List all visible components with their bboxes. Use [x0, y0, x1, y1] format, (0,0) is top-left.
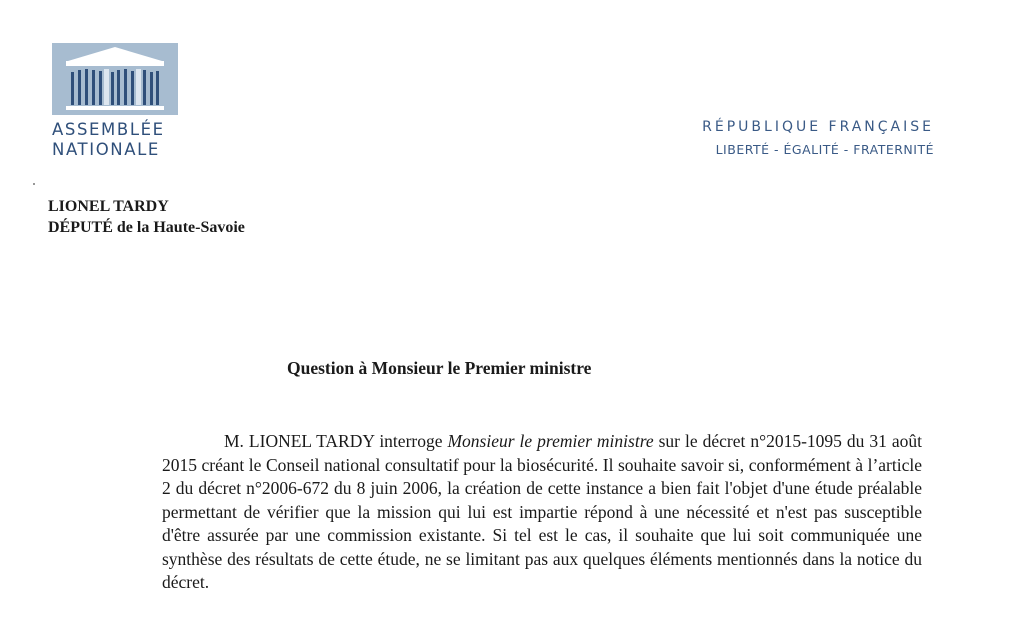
republic-title: RÉPUBLIQUE FRANÇAISE	[702, 119, 934, 135]
body-rest: sur le décret n°2015-1095 du 31 août 2015 créant le Conseil national consultatif pour la biosécurité. Il souhaite savoir si, conformément à l’article 2 du décret n°2006-672 du 8 juin 2006, la création de cette instance a bien fait l'objet d'une étude préalable permettant de vérifier que la mission qui lui est impartie répond à une nécessité et n'est pas susceptible d'être assurée par une commission existante. Si tel est le cas, il souhaite que lui soit communiquée une synthèse des résultats de cette étude, ne se limitant pas aux quelques éléments mentionnés dans la notice du décret.	[162, 431, 922, 592]
body-addressee: Monsieur le premier ministre	[447, 431, 654, 451]
question-body	[162, 430, 922, 595]
body-intro: M. LIONEL TARDY interroge	[224, 431, 448, 451]
logo-text	[52, 120, 180, 160]
logo-line-2: NATIONALE	[52, 140, 160, 159]
assemblee-nationale-logo	[52, 43, 180, 160]
republique-francaise-header	[702, 117, 934, 160]
author-name: LIONEL TARDY	[48, 198, 169, 215]
question-title: Question à Monsieur le Premier ministre	[287, 358, 592, 378]
author-title: DÉPUTÉ de la Haute-Savoie	[48, 219, 245, 236]
parliament-building-icon	[52, 43, 178, 115]
scan-speck	[33, 183, 35, 185]
author-block	[48, 196, 245, 238]
republic-motto: LIBERTÉ - ÉGALITÉ - FRATERNITÉ	[715, 142, 934, 157]
logo-line-1: ASSEMBLÉE	[52, 120, 165, 139]
